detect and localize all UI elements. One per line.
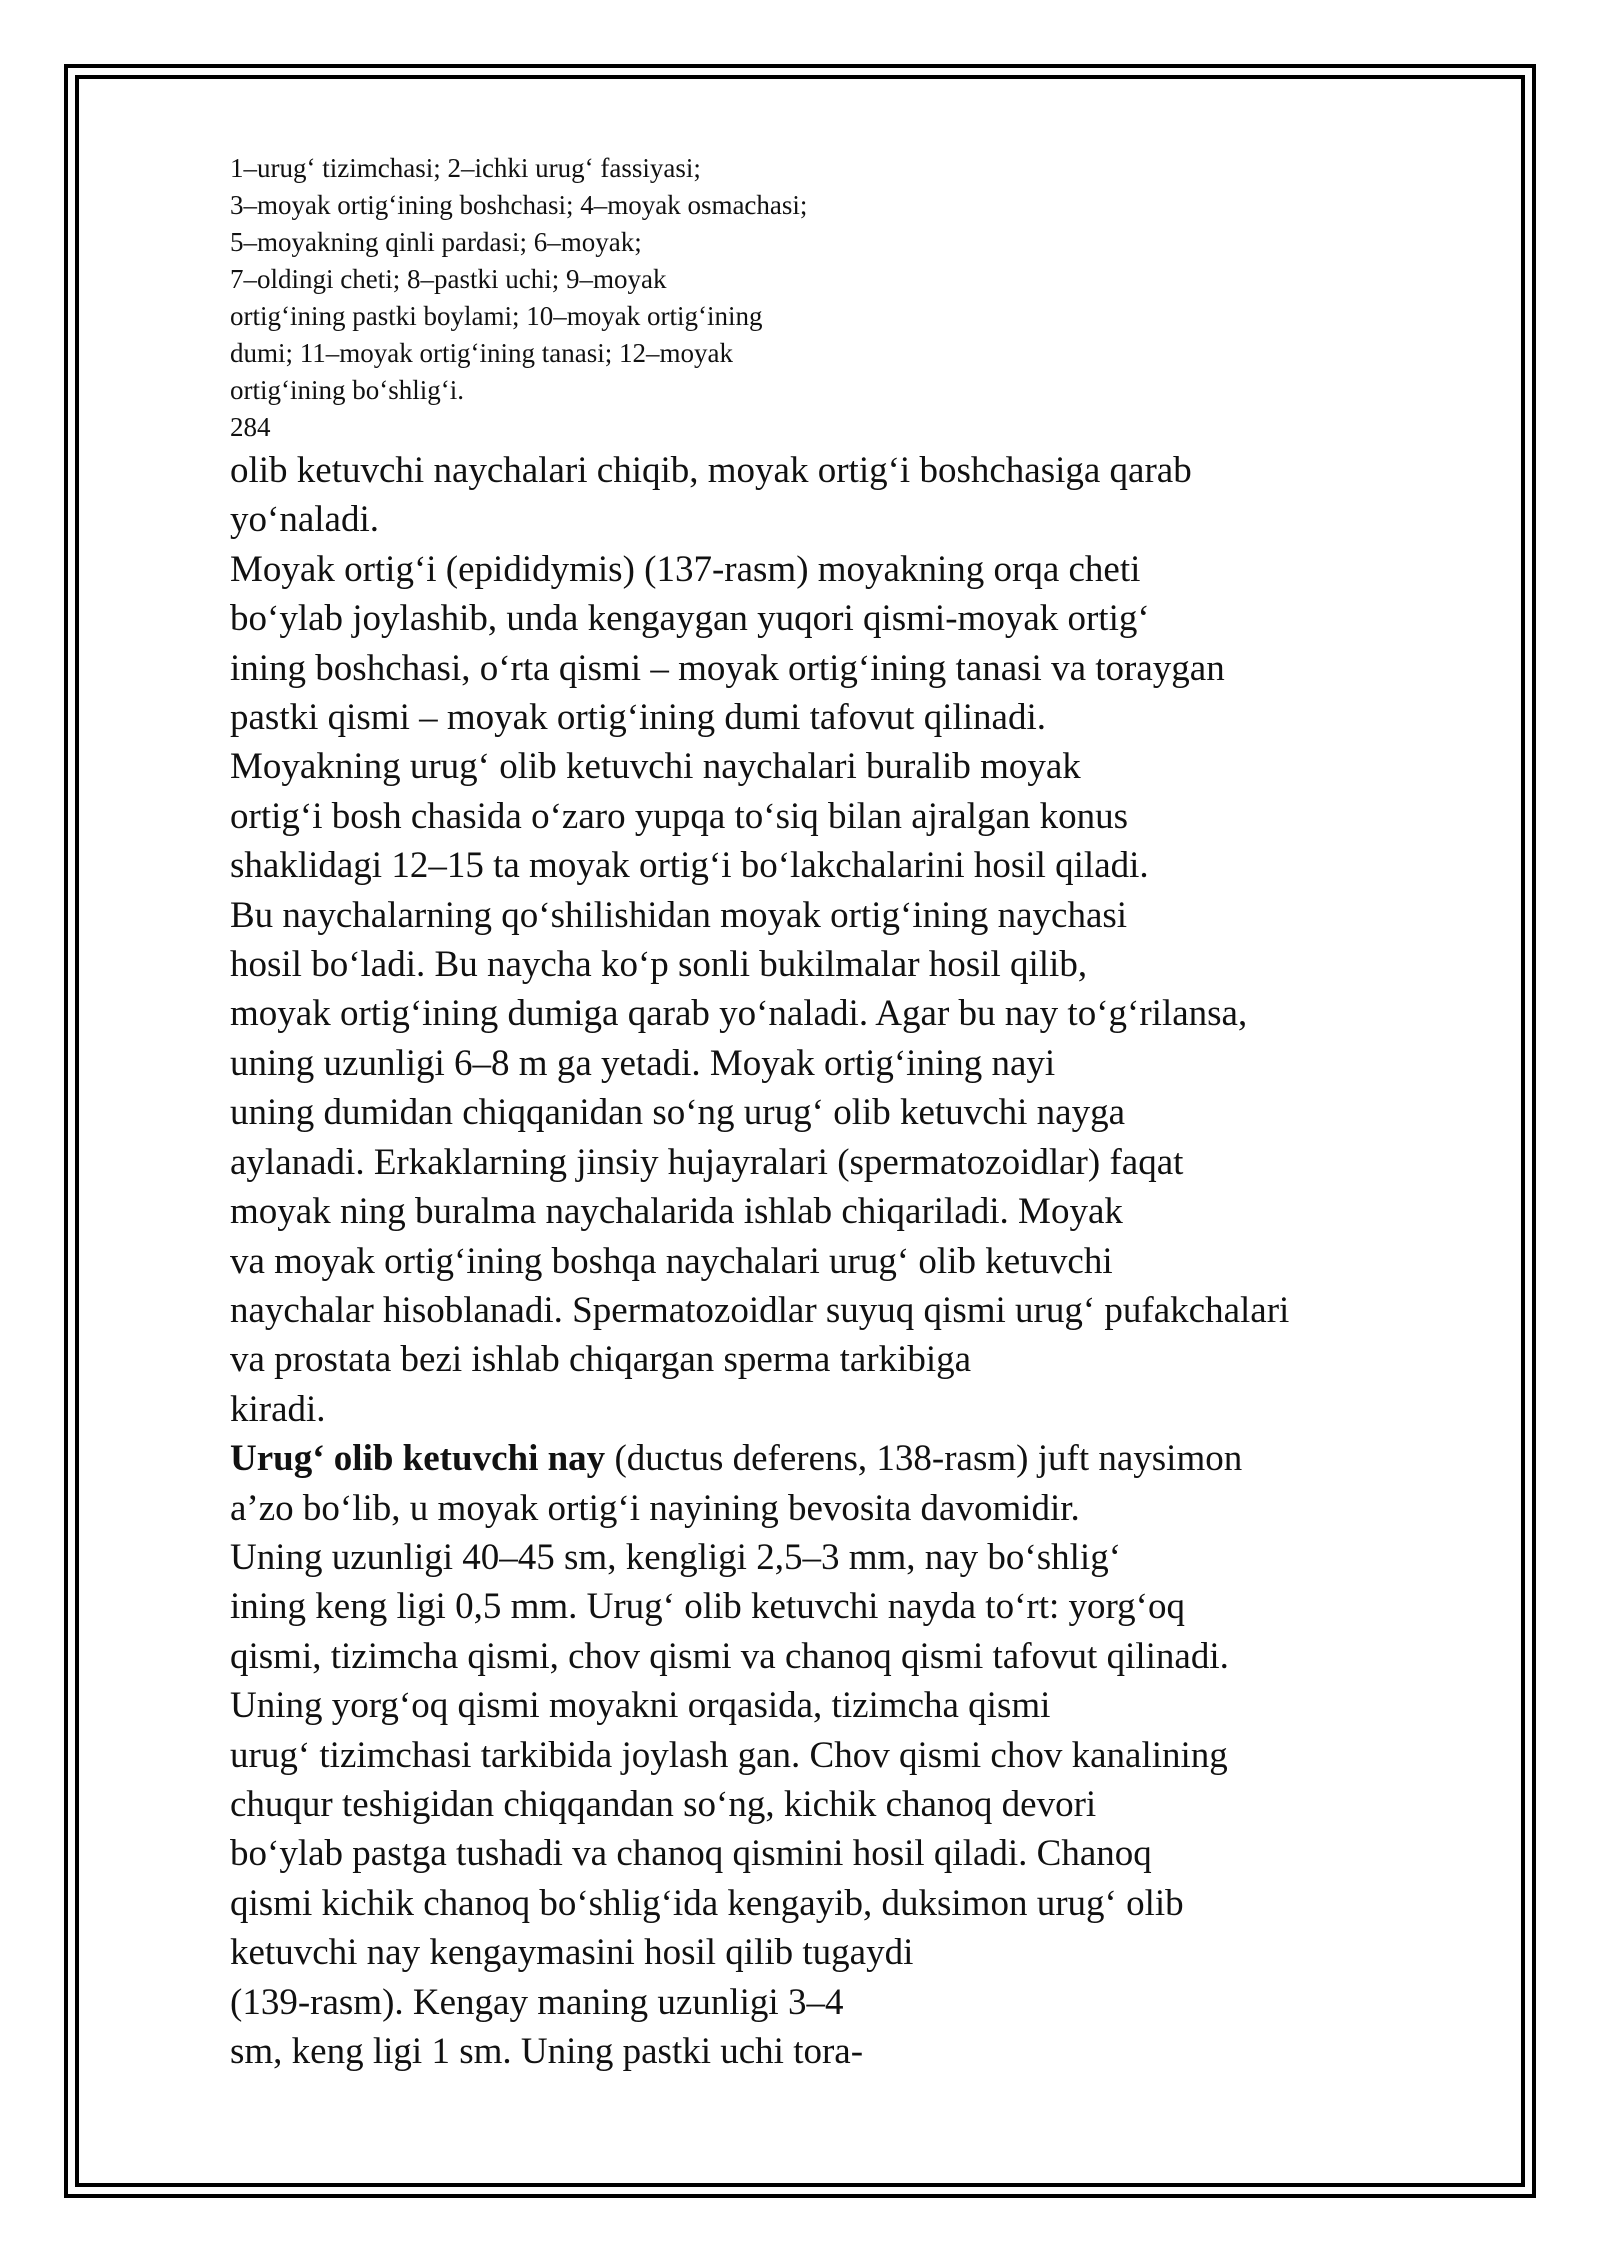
- body-line: yo‘naladi.: [230, 499, 379, 541]
- body-line: aylanadi. Erkaklarning jinsiy hujayralari (spermatozoidlar) faqat: [230, 1141, 1184, 1183]
- body-line: naychalar hisoblanadi. Spermatozoidlar suyuq qismi urug‘ pufakchalari: [230, 1289, 1290, 1331]
- body-line: va moyak ortig‘ining boshqa naychalari urug‘ olib ketuvchi: [230, 1240, 1113, 1282]
- body-line: moyak ning buralma naychalarida ishlab chiqariladi. Moyak: [230, 1191, 1123, 1233]
- body-line: va prostata bezi ishlab chiqargan sperma tarkibiga: [230, 1339, 972, 1381]
- caption-line: ortig‘ining bo‘shlig‘i.: [230, 375, 464, 405]
- body-line: moyak ortig‘ining dumiga qarab yo‘naladi. Agar bu nay to‘g‘rilansa,: [230, 993, 1248, 1035]
- body-line: (139-rasm). Kengay maning uzunligi 3–4: [230, 1981, 844, 2023]
- caption-line: dumi; 11–moyak ortig‘ining tanasi; 12–moyak: [230, 338, 733, 368]
- body-line: urug‘ tizimchasi tarkibida joylash gan. Chov qismi chov kanalining: [230, 1734, 1228, 1776]
- body-line: qismi kichik chanoq bo‘shlig‘ida kengayib, duksimon urug‘ olib: [230, 1882, 1184, 1924]
- body-line: olib ketuvchi naychalari chiqib, moyak ortig‘i boshchasiga qarab: [230, 450, 1192, 491]
- body-line: bo‘ylab pastga tushadi va chanoq qismini hosil qiladi. Chanoq: [230, 1833, 1152, 1875]
- body-line: ortig‘i bosh chasida o‘zaro yupqa to‘siq bilan ajralgan konus: [230, 795, 1129, 837]
- body-line: Moyak ortig‘i (epididymis) (137-rasm) moyakning orqa cheti: [230, 548, 1141, 590]
- caption-line: 1–urug‘ tizimchasi; 2–ichki urug‘ fassiyasi;: [230, 153, 701, 183]
- page-number: 284: [230, 412, 271, 442]
- body-line: ining boshchasi, o‘rta qismi – moyak ortig‘ining tanasi va toraygan: [230, 647, 1225, 689]
- bold-term: Urug‘ olib ketuvchi nay: [230, 1438, 606, 1480]
- caption-line: 7–oldingi cheti; 8–pastki uchi; 9–moyak: [230, 264, 667, 294]
- body-line: chuqur teshigidan chiqqandan so‘ng, kichik chanoq devori: [230, 1783, 1097, 1825]
- body-line: pastki qismi – moyak ortig‘ining dumi tafovut qilinadi.: [230, 697, 1046, 739]
- body-line: qismi, tizimcha qismi, chov qismi va chanoq qismi tafovut qilinadi.: [230, 1635, 1229, 1677]
- body-line-with-term: [230, 1434, 1490, 1483]
- body-text: [230, 446, 1490, 2076]
- body-line: Bu naychalarning qo‘shilishidan moyak ortig‘ining naychasi: [230, 894, 1128, 936]
- body-line: shaklidagi 12–15 ta moyak ortig‘i bo‘lakchalarini hosil qiladi.: [230, 845, 1149, 887]
- body-line: Moyakning urug‘ olib ketuvchi naychalari buralib moyak: [230, 746, 1081, 788]
- figure-caption: [230, 150, 1490, 409]
- page-content: [230, 150, 1490, 2076]
- caption-line: 3–moyak ortig‘ining boshchasi; 4–moyak osmachasi;: [230, 190, 808, 220]
- body-line: uning dumidan chiqqanidan so‘ng urug‘ olib ketuvchi nayga: [230, 1092, 1126, 1134]
- body-line: uning uzunligi 6–8 m ga yetadi. Moyak ortig‘ining nayi: [230, 1042, 1056, 1084]
- body-line: sm, keng ligi 1 sm. Uning pastki uchi tora-: [230, 2031, 864, 2072]
- caption-line: 5–moyakning qinli pardasi; 6–moyak;: [230, 227, 642, 257]
- body-line: kiradi.: [230, 1388, 326, 1430]
- caption-line: ortig‘ining pastki boylami; 10–moyak ortig‘ining: [230, 301, 763, 331]
- body-line: Uning yorg‘oq qismi moyakni orqasida, tizimcha qismi: [230, 1685, 1051, 1727]
- body-line: bo‘ylab joylashib, unda kengaygan yuqori qismi-moyak ortig‘: [230, 598, 1150, 640]
- body-line: Uning uzunligi 40–45 sm, kengligi 2,5–3 mm, nay bo‘shlig‘: [230, 1536, 1122, 1578]
- body-line: ketuvchi nay kengaymasini hosil qilib tugaydi: [230, 1932, 914, 1974]
- body-line: hosil bo‘ladi. Bu naycha ko‘p sonli bukilmalar hosil qilib,: [230, 944, 1088, 986]
- body-line: a’zo bo‘lib, u moyak ortig‘i nayining bevosita davomidir.: [230, 1487, 1080, 1529]
- term-definition: (ductus deferens, 138-rasm) juft naysimon: [605, 1438, 1243, 1480]
- body-line: ining keng ligi 0,5 mm. Urug‘ olib ketuvchi nayda to‘rt: yorg‘oq: [230, 1586, 1186, 1628]
